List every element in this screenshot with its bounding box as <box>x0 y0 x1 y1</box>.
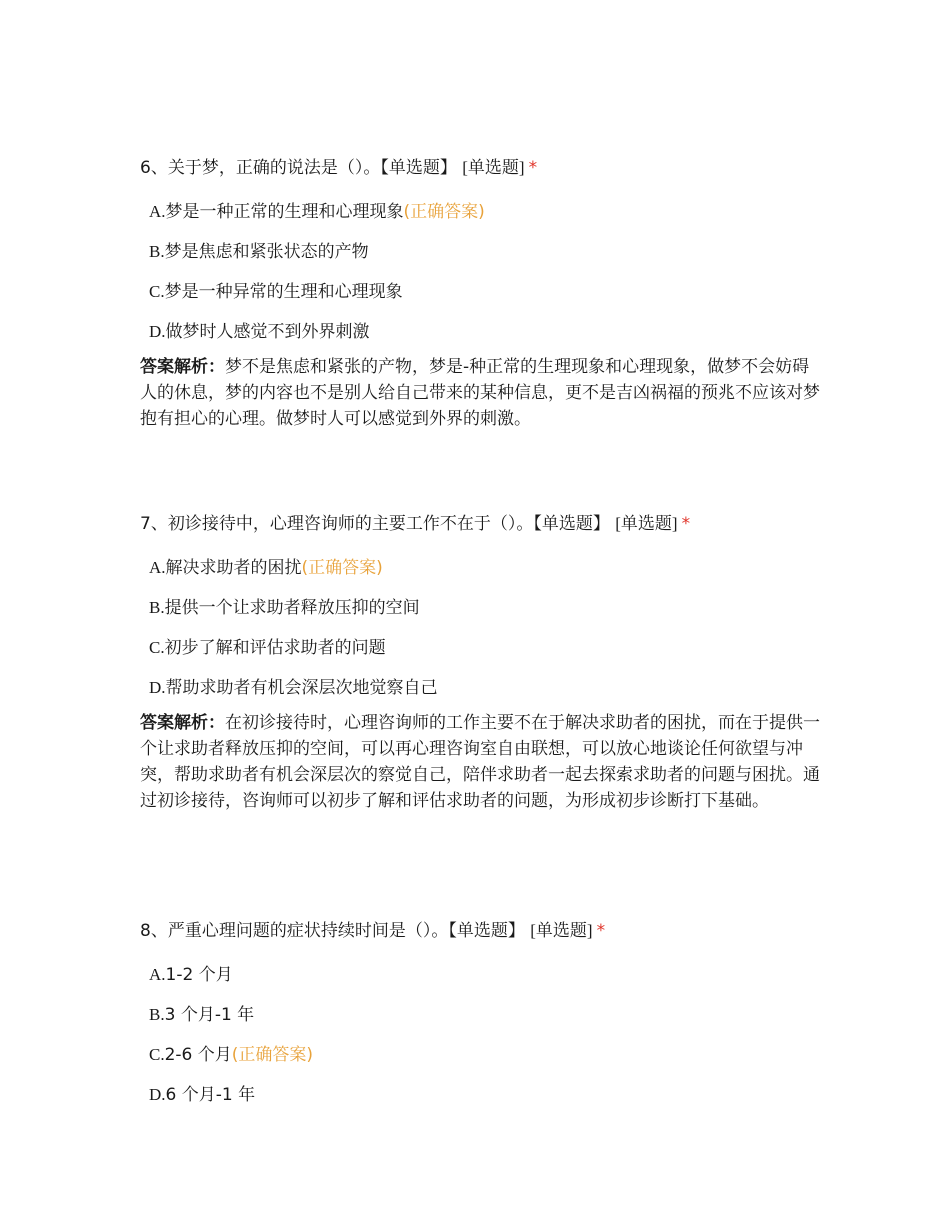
option-b[interactable] <box>149 596 820 620</box>
option-text: 梦是一种异常的生理和心理现象 <box>164 282 403 302</box>
question-type-tag: [单选题] <box>462 158 525 177</box>
question-stem: 严重心理问题的症状持续时间是（）。【单选题】 <box>167 921 525 941</box>
question-type-tag: [单选题] <box>530 921 593 940</box>
required-mark: * <box>528 158 538 178</box>
question-number: 6、 <box>140 158 168 178</box>
question-title <box>140 919 820 943</box>
option-text: 2-6 个月 <box>164 1045 232 1065</box>
option-letter: B. <box>149 598 165 617</box>
option-text: 梦是一种正常的生理和心理现象 <box>165 202 404 222</box>
question-6 <box>140 156 820 432</box>
option-letter: C. <box>149 1045 165 1064</box>
analysis-label: 答案解析： <box>140 357 225 377</box>
option-d[interactable] <box>149 676 820 700</box>
question-stem: 关于梦，正确的说法是（）。【单选题】 <box>167 158 457 178</box>
question-number: 8、 <box>140 921 168 941</box>
question-8 <box>140 919 820 1123</box>
answer-analysis <box>140 710 820 814</box>
option-text: 提供一个让求助者释放压抑的空间 <box>164 598 420 618</box>
option-letter: A. <box>149 965 166 984</box>
option-text: 梦是焦虑和紧张状态的产物 <box>164 242 369 262</box>
analysis-text: 在初诊接待时，心理咨询师的工作主要不在于解决求助者的困扰，而在于提供一个让求助者释放压抑的空间，可以再心理咨询室自由联想，可以放心地谈论任何欲望与冲突，帮助求助者有机会深层次的察觉自己，陪伴求助者一起去探索求助者的问题与困扰。通过初诊接待，咨询师可以初步了解和评估求助者的问题，为形成初步诊断打下基础。 <box>140 713 820 811</box>
option-letter: A. <box>149 202 166 221</box>
option-letter: A. <box>149 558 166 577</box>
options-list <box>140 556 820 700</box>
options-list <box>140 200 820 344</box>
question-title <box>140 156 820 180</box>
option-letter: C. <box>149 282 165 301</box>
option-b[interactable] <box>149 1003 820 1027</box>
required-mark: * <box>681 514 691 534</box>
correct-answer-label: (正确答案) <box>301 558 383 578</box>
question-7 <box>140 512 820 814</box>
option-text: 6 个月-1 年 <box>165 1085 256 1105</box>
option-letter: D. <box>149 322 166 341</box>
option-letter: B. <box>149 1005 165 1024</box>
option-a[interactable] <box>149 556 820 580</box>
analysis-label: 答案解析： <box>140 713 225 733</box>
option-letter: D. <box>149 678 166 697</box>
correct-answer-label: (正确答案) <box>231 1045 314 1065</box>
option-text: 1-2 个月 <box>165 965 233 985</box>
option-text: 做梦时人感觉不到外界刺激 <box>165 322 370 342</box>
option-a[interactable] <box>149 963 820 987</box>
option-c[interactable] <box>149 280 820 304</box>
answer-analysis <box>140 354 820 432</box>
option-text: 帮助求助者有机会深层次地觉察自己 <box>165 678 438 698</box>
option-d[interactable] <box>149 1083 820 1107</box>
option-d[interactable] <box>149 320 820 344</box>
options-list <box>140 963 820 1107</box>
question-stem: 初诊接待中，心理咨询师的主要工作不在于（）。【单选题】 <box>167 514 610 534</box>
option-text: 解决求助者的困扰 <box>165 558 302 578</box>
option-c[interactable] <box>149 1043 820 1067</box>
correct-answer-label: (正确答案) <box>403 202 485 222</box>
question-title <box>140 512 820 536</box>
option-c[interactable] <box>149 636 820 660</box>
option-text: 初步了解和评估求助者的问题 <box>164 638 386 658</box>
question-type-tag: [单选题] <box>615 514 678 533</box>
option-letter: C. <box>149 638 165 657</box>
analysis-text: 梦不是焦虑和紧张的产物，梦是-种正常的生理现象和心理现象，做梦不会妨碍人的休息，梦的内容也不是别人给自己带来的某种信息，更不是吉凶祸福的预兆不应该对梦抱有担心的心理。做梦时人可以感觉到外界的刺激。 <box>140 357 820 429</box>
question-number: 7、 <box>140 514 168 534</box>
required-mark: * <box>596 921 606 941</box>
option-a[interactable] <box>149 200 820 224</box>
option-letter: B. <box>149 242 165 261</box>
option-b[interactable] <box>149 240 820 264</box>
option-letter: D. <box>149 1085 166 1104</box>
option-text: 3 个月-1 年 <box>164 1005 255 1025</box>
